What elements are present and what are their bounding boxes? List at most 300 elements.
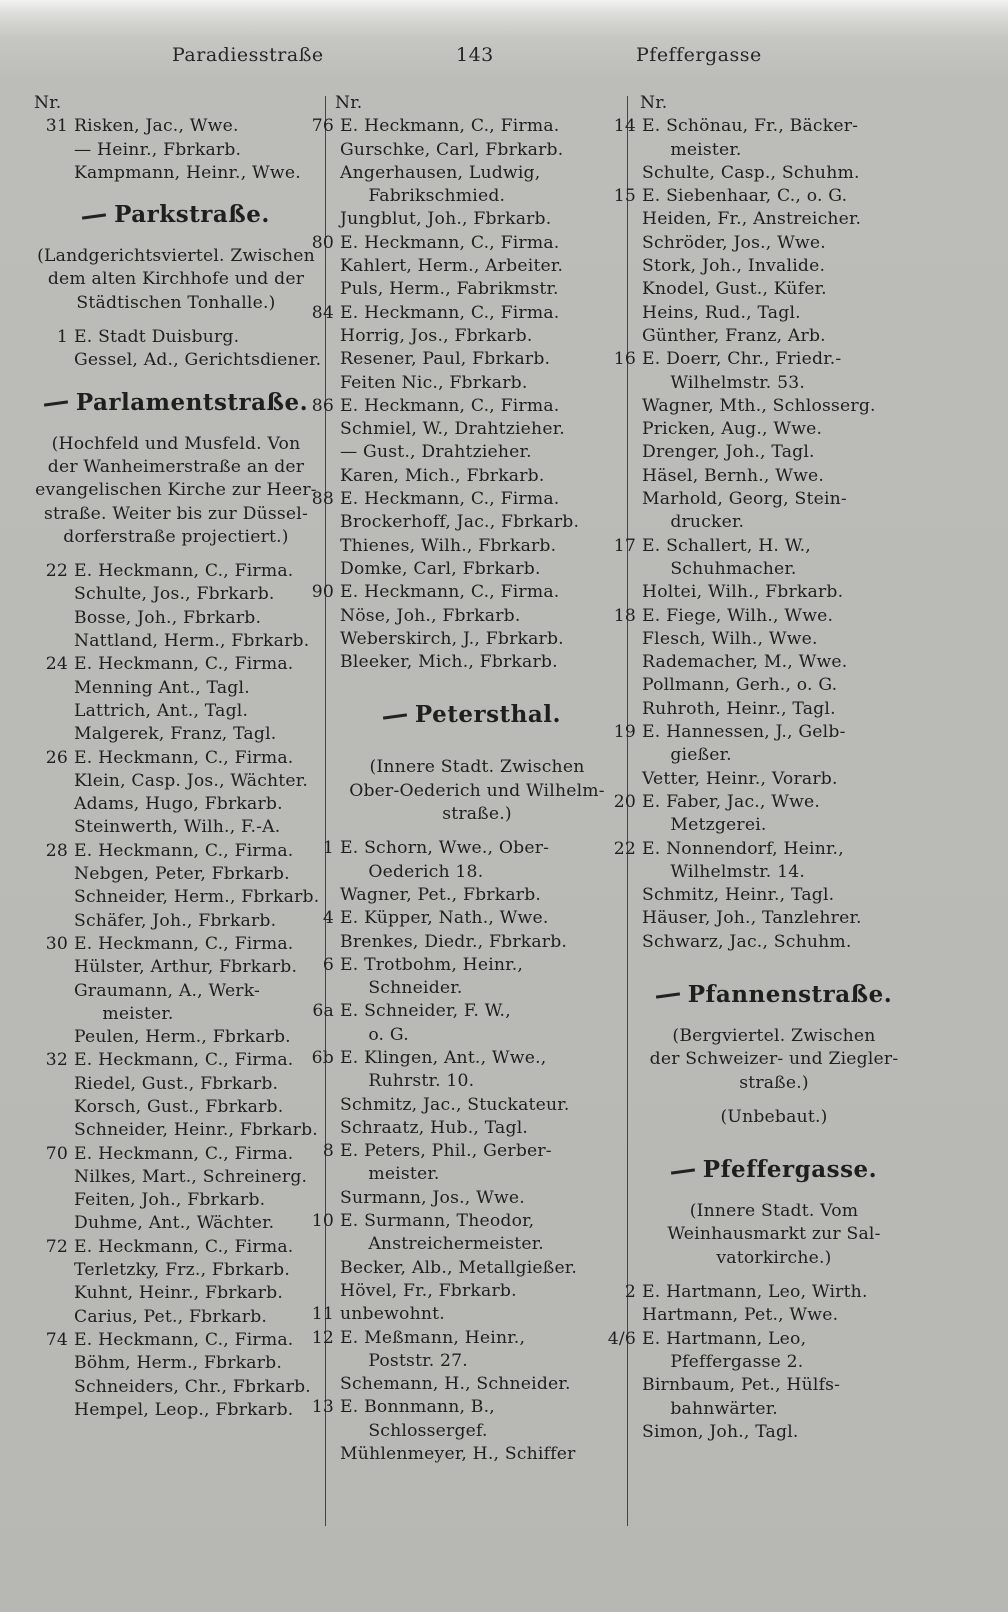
resident-text: Weberskirch, J., Fbrkarb. xyxy=(340,628,564,649)
section-description xyxy=(34,433,318,549)
directory-entry xyxy=(602,488,922,511)
directory-entry xyxy=(602,651,922,674)
resident-text: E. Heckmann, C., Firma. xyxy=(74,654,294,675)
resident-text: Simon, Joh., Tagl. xyxy=(642,1421,799,1442)
directory-entry xyxy=(34,1119,318,1142)
directory-entry xyxy=(602,465,922,488)
column-2 xyxy=(300,92,620,1466)
directory-entry xyxy=(602,605,922,628)
resident-text: Peulen, Herm., Fbrkarb. xyxy=(74,1027,291,1048)
house-number xyxy=(300,628,340,651)
house-number xyxy=(34,863,74,886)
resident-text: Hövel, Fr., Fbrkarb. xyxy=(340,1280,517,1301)
house-number xyxy=(34,1306,74,1329)
resident-text: Wagner, Pet., Fbrkarb. xyxy=(340,884,542,905)
directory-entry xyxy=(602,861,922,884)
description-line: Städtischen Tonhalle.) xyxy=(76,292,276,313)
section-title-pfannenstrasse: Pfannenstraße. xyxy=(602,965,922,1025)
house-number: 32 xyxy=(45,1050,68,1071)
house-number: 18 xyxy=(613,605,636,626)
resident-text: Bleeker, Mich., Fbrkarb. xyxy=(340,652,558,673)
house-number xyxy=(602,325,642,348)
directory-entry xyxy=(300,1024,620,1047)
directory-entry xyxy=(34,1259,318,1282)
house-number: 86 xyxy=(311,395,334,416)
resident-text: Carius, Pet., Fbrkarb. xyxy=(74,1306,268,1327)
resident-text: Angerhausen, Ludwig, xyxy=(340,162,541,183)
house-number xyxy=(34,162,74,185)
directory-entry xyxy=(300,1210,620,1233)
directory-entry xyxy=(300,441,620,464)
resident-text: Poststr. 27. xyxy=(340,1350,468,1371)
directory-entry xyxy=(602,744,922,767)
section-note: (Unbebaut.) xyxy=(720,1106,828,1127)
house-number: 16 xyxy=(613,349,636,370)
resident-text: Kampmann, Heinr., Wwe. xyxy=(74,162,301,183)
house-number xyxy=(300,605,340,628)
directory-entry xyxy=(34,326,318,349)
house-number xyxy=(34,1166,74,1189)
directory-entry xyxy=(34,840,318,863)
directory-entry xyxy=(300,1373,620,1396)
house-number: 19 xyxy=(613,722,636,743)
directory-entry xyxy=(602,255,922,278)
house-number xyxy=(34,1096,74,1119)
resident-text: Ruhroth, Heinr., Tagl. xyxy=(642,698,836,719)
directory-entry xyxy=(602,628,922,651)
resident-text: Kuhnt, Heinr., Fbrkarb. xyxy=(74,1283,284,1304)
resident-text: Schneiders, Chr., Fbrkarb. xyxy=(74,1376,311,1397)
resident-text: Drenger, Joh., Tagl. xyxy=(642,442,815,463)
directory-entry xyxy=(300,605,620,628)
directory-entry xyxy=(602,698,922,721)
house-number xyxy=(300,977,340,1000)
entry-list xyxy=(34,115,318,185)
house-number xyxy=(602,441,642,464)
resident-text: E. Heckmann, C., Firma. xyxy=(74,747,294,768)
resident-text: Graumann, A., Werk- xyxy=(74,980,261,1001)
house-number xyxy=(602,511,642,534)
description-line: Ober-Oederich und Wilhelm- xyxy=(349,780,605,801)
resident-text: Heins, Rud., Tagl. xyxy=(642,302,801,323)
house-number xyxy=(34,1119,74,1142)
directory-entry xyxy=(602,115,922,138)
resident-text: Nöse, Joh., Fbrkarb. xyxy=(340,605,521,626)
directory-entry xyxy=(300,1070,620,1093)
entry-list xyxy=(34,560,318,1422)
resident-text: Domke, Carl, Fbrkarb. xyxy=(340,558,541,579)
house-number xyxy=(34,677,74,700)
house-number: 6b xyxy=(311,1047,334,1068)
house-number xyxy=(602,698,642,721)
resident-text: E. Heckmann, C., Firma. xyxy=(340,302,560,323)
resident-text: E. Hartmann, Leo, xyxy=(642,1328,807,1349)
resident-text: Birnbaum, Pet., Hülfs- xyxy=(642,1375,841,1396)
house-number xyxy=(602,674,642,697)
resident-text: Jungblut, Joh., Fbrkarb. xyxy=(340,209,552,230)
directory-entry xyxy=(602,907,922,930)
resident-text: Risken, Jac., Wwe. xyxy=(74,116,239,137)
resident-text: Thienes, Wilh., Fbrkarb. xyxy=(340,535,557,556)
house-number xyxy=(602,139,642,162)
house-number xyxy=(300,348,340,371)
description-line: (Landgerichtsviertel. Zwischen xyxy=(37,246,315,267)
house-number xyxy=(602,232,642,255)
house-number xyxy=(602,907,642,930)
directory-entry xyxy=(34,607,318,630)
resident-text: Schraatz, Hub., Tagl. xyxy=(340,1117,529,1138)
house-number xyxy=(34,1189,74,1212)
resident-text: E. Schorn, Wwe., Ober- xyxy=(340,838,550,859)
house-number xyxy=(34,956,74,979)
entry-list xyxy=(34,326,322,373)
directory-entry xyxy=(34,1189,318,1212)
resident-text: Gessel, Ad., Gerichtsdiener. xyxy=(74,350,322,371)
house-number xyxy=(300,139,340,162)
resident-text: Brockerhoff, Jac., Fbrkarb. xyxy=(340,512,580,533)
house-number xyxy=(602,418,642,441)
directory-entry xyxy=(34,1329,318,1352)
resident-text: E. Trotbohm, Heinr., xyxy=(340,954,524,975)
house-number xyxy=(602,558,642,581)
resident-text: E. Schneider, F. W., xyxy=(340,1001,511,1022)
resident-text: E. Hartmann, Leo, Wirth. xyxy=(642,1282,868,1303)
resident-text: E. Heckmann, C., Firma. xyxy=(340,489,560,510)
house-number xyxy=(34,1259,74,1282)
house-number: 17 xyxy=(613,535,636,556)
directory-entry xyxy=(300,837,620,860)
house-number xyxy=(34,583,74,606)
house-number: 30 xyxy=(45,933,68,954)
house-number xyxy=(300,931,340,954)
house-number xyxy=(34,1073,74,1096)
resident-text: Stork, Joh., Invalide. xyxy=(642,256,826,277)
directory-entry xyxy=(300,977,620,1000)
resident-text: E. Siebenhaar, C., o. G. xyxy=(642,186,848,207)
description-line: (Innere Stadt. Vom xyxy=(689,1201,859,1222)
directory-entry xyxy=(34,1352,318,1375)
resident-text: Schmitz, Jac., Stuckateur. xyxy=(340,1094,570,1115)
directory-entry xyxy=(300,1000,620,1023)
directory-entry xyxy=(34,1282,318,1305)
resident-text: E. Klingen, Ant., Wwe., xyxy=(340,1047,547,1068)
resident-text: Schneider, Heinr., Fbrkarb. xyxy=(74,1120,318,1141)
resident-text: Terletzky, Frz., Fbrkarb. xyxy=(74,1260,290,1281)
directory-entry xyxy=(300,1280,620,1303)
house-number xyxy=(602,488,642,511)
section-description xyxy=(300,756,620,826)
directory-entry xyxy=(34,1212,318,1235)
resident-text: bahnwärter. xyxy=(642,1398,778,1419)
directory-entry xyxy=(34,910,318,933)
directory-entry xyxy=(602,558,922,581)
directory-entry xyxy=(300,302,620,325)
house-number xyxy=(602,768,642,791)
house-number xyxy=(300,1420,340,1443)
directory-entry xyxy=(300,208,620,231)
directory-entry xyxy=(300,372,620,395)
section-title-parkstrasse: Parkstraße. xyxy=(34,185,318,245)
resident-text: Oederich 18. xyxy=(340,861,484,882)
entry-list xyxy=(602,115,922,954)
nr-label: Nr. xyxy=(640,93,668,113)
house-number xyxy=(34,886,74,909)
resident-text: meister. xyxy=(340,1164,440,1185)
house-number xyxy=(602,931,642,954)
house-number xyxy=(300,651,340,674)
house-number: 28 xyxy=(45,840,68,861)
house-number xyxy=(300,185,340,208)
resident-text: E. Heckmann, C., Firma. xyxy=(74,1050,294,1071)
directory-entry xyxy=(602,208,922,231)
house-number xyxy=(34,700,74,723)
house-number xyxy=(602,162,642,185)
directory-entry xyxy=(602,791,922,814)
resident-text: E. Heckmann, C., Firma. xyxy=(340,116,560,137)
house-number xyxy=(602,465,642,488)
house-number: 2 xyxy=(624,1282,636,1303)
directory-entry xyxy=(300,1443,620,1466)
house-number xyxy=(602,372,642,395)
directory-entry xyxy=(34,747,318,770)
house-number xyxy=(34,793,74,816)
resident-text: Schwarz, Jac., Schuhm. xyxy=(642,931,852,952)
directory-entry xyxy=(300,558,620,581)
directory-entry xyxy=(300,1350,620,1373)
directory-entry xyxy=(602,1351,922,1374)
directory-entry xyxy=(34,1376,318,1399)
house-number: 1 xyxy=(322,838,334,859)
resident-text: E. Fiege, Wilh., Wwe. xyxy=(642,605,834,626)
house-number xyxy=(300,372,340,395)
house-number: 72 xyxy=(45,1236,68,1257)
directory-entry xyxy=(300,884,620,907)
resident-text: Malgerek, Franz, Tagl. xyxy=(74,724,277,745)
house-number xyxy=(300,1094,340,1117)
resident-text: Becker, Alb., Metallgießer. xyxy=(340,1257,578,1278)
directory-entry xyxy=(34,1096,318,1119)
dash-ornament xyxy=(82,213,106,219)
running-header-left: Paradiesstraße xyxy=(172,44,324,66)
directory-entry xyxy=(602,1398,922,1421)
description-line: straße. Weiter bis zur Düssel- xyxy=(43,503,308,524)
house-number xyxy=(602,814,642,837)
dash-ornament xyxy=(383,713,407,719)
house-number xyxy=(300,511,340,534)
resident-text: Schulte, Jos., Fbrkarb. xyxy=(74,584,275,605)
house-number xyxy=(34,1399,74,1422)
house-number xyxy=(300,535,340,558)
directory-entry xyxy=(602,395,922,418)
directory-entry xyxy=(602,721,922,744)
directory-entry xyxy=(602,931,922,954)
house-number xyxy=(300,1233,340,1256)
house-number xyxy=(34,1026,74,1049)
section-title-petersthal: Petersthal. xyxy=(300,685,620,745)
resident-text: Metzgerei. xyxy=(642,815,767,836)
directory-entry xyxy=(34,1026,318,1049)
entry-list xyxy=(300,837,620,1466)
house-number xyxy=(34,1212,74,1235)
directory-entry xyxy=(602,1304,922,1327)
directory-entry xyxy=(300,139,620,162)
directory-entry xyxy=(300,465,620,488)
house-number xyxy=(300,861,340,884)
resident-text: gießer. xyxy=(642,745,732,766)
resident-text: — Gust., Drahtzieher. xyxy=(340,442,532,463)
resident-text: E. Heckmann, C., Firma. xyxy=(340,582,560,603)
directory-entry xyxy=(602,838,922,861)
directory-entry xyxy=(34,115,318,138)
resident-text: Feiten, Joh., Fbrkarb. xyxy=(74,1190,266,1211)
resident-text: Rademacher, M., Wwe. xyxy=(642,652,848,673)
directory-entry xyxy=(34,1166,318,1189)
directory-entry xyxy=(34,1073,318,1096)
house-number xyxy=(300,1257,340,1280)
directory-entry xyxy=(34,933,318,956)
house-number xyxy=(34,723,74,746)
resident-text: Gurschke, Carl, Fbrkarb. xyxy=(340,139,564,160)
house-number xyxy=(300,1280,340,1303)
directory-entry xyxy=(602,1421,922,1444)
house-number xyxy=(300,1187,340,1210)
house-number: 90 xyxy=(311,582,334,603)
house-number xyxy=(34,139,74,162)
resident-text: E. Heckmann, C., Firma. xyxy=(74,1329,294,1350)
resident-text: Hartmann, Pet., Wwe. xyxy=(642,1305,839,1326)
house-number xyxy=(34,1282,74,1305)
directory-entry xyxy=(602,814,922,837)
resident-text: Steinwerth, Wilh., F.-A. xyxy=(74,817,281,838)
section-title-parlamentstrasse: Parlamentstraße. xyxy=(34,373,318,433)
resident-text: E. Heckmann, C., Firma. xyxy=(74,1236,294,1257)
house-number: 20 xyxy=(613,791,636,812)
running-header-right: Pfeffergasse xyxy=(636,44,762,66)
directory-entry xyxy=(602,348,922,371)
column-3 xyxy=(602,92,922,1444)
house-number: 13 xyxy=(311,1397,334,1418)
section-description xyxy=(34,245,318,315)
directory-entry xyxy=(300,931,620,954)
directory-entry xyxy=(34,700,318,723)
directory-entry xyxy=(300,1257,620,1280)
resident-text: Schuhmacher. xyxy=(642,558,797,579)
directory-entry xyxy=(602,139,922,162)
directory-entry xyxy=(602,674,922,697)
directory-entry xyxy=(602,162,922,185)
directory-entry xyxy=(300,628,620,651)
resident-text: E. Peters, Phil., Gerber- xyxy=(340,1141,552,1162)
house-number xyxy=(34,770,74,793)
house-number xyxy=(602,395,642,418)
description-line: (Bergviertel. Zwischen xyxy=(672,1025,876,1046)
house-number xyxy=(300,208,340,231)
directory-entry xyxy=(300,581,620,604)
house-number xyxy=(34,1003,74,1026)
directory-entry xyxy=(34,1049,318,1072)
directory-entry xyxy=(34,630,318,653)
dash-ornament xyxy=(656,993,680,999)
resident-text: Häuser, Joh., Tanzlehrer. xyxy=(642,908,862,929)
description-line: (Innere Stadt. Zwischen xyxy=(369,757,585,778)
directory-entry xyxy=(34,653,318,676)
resident-text: Nebgen, Peter, Fbrkarb. xyxy=(74,864,290,885)
house-number xyxy=(34,607,74,630)
house-number xyxy=(602,628,642,651)
house-number xyxy=(300,255,340,278)
house-number: 22 xyxy=(613,838,636,859)
directory-entry xyxy=(300,954,620,977)
directory-entry xyxy=(300,1047,620,1070)
directory-entry xyxy=(602,1328,922,1351)
house-number xyxy=(602,1304,642,1327)
description-line: evangelischen Kirche zur Heer- xyxy=(35,480,317,501)
resident-text: Menning Ant., Tagl. xyxy=(74,677,250,698)
entry-list xyxy=(602,1281,922,1444)
directory-entry xyxy=(300,162,620,185)
directory-entry xyxy=(602,768,922,791)
house-number xyxy=(602,208,642,231)
description-line: straße.) xyxy=(739,1072,809,1093)
house-number: 76 xyxy=(311,116,334,137)
house-number xyxy=(602,1351,642,1374)
resident-text: Knodel, Gust., Küfer. xyxy=(642,279,827,300)
resident-text: Kahlert, Herm., Arbeiter. xyxy=(340,256,564,277)
house-number xyxy=(300,1163,340,1186)
section-title-pfeffergasse: Pfeffergasse. xyxy=(602,1140,922,1200)
directory-entry xyxy=(34,677,318,700)
house-number: 88 xyxy=(311,489,334,510)
resident-text: Korsch, Gust., Fbrkarb. xyxy=(74,1096,284,1117)
house-number xyxy=(602,744,642,767)
resident-text: Nilkes, Mart., Schreinerg. xyxy=(74,1166,308,1187)
directory-entry xyxy=(34,1143,318,1166)
house-number xyxy=(34,630,74,653)
resident-text: Schlossergef. xyxy=(340,1420,488,1441)
resident-text: o. G. xyxy=(340,1024,409,1045)
directory-entry xyxy=(602,581,922,604)
nr-label: Nr. xyxy=(34,93,62,113)
directory-entry xyxy=(300,185,620,208)
house-number xyxy=(602,861,642,884)
house-number: 74 xyxy=(45,1329,68,1350)
resident-text: E. Heckmann, C., Firma. xyxy=(74,1143,294,1164)
directory-entry xyxy=(602,1281,922,1304)
house-number xyxy=(300,884,340,907)
directory-entry xyxy=(300,1233,620,1256)
resident-text: Hülster, Arthur, Fbrkarb. xyxy=(74,957,298,978)
house-number xyxy=(300,558,340,581)
directory-entry xyxy=(34,723,318,746)
house-number xyxy=(300,1443,340,1466)
house-number xyxy=(602,302,642,325)
directory-entry xyxy=(34,980,318,1003)
resident-text: Ruhrstr. 10. xyxy=(340,1071,475,1092)
resident-text: Mühlenmeyer, H., Schiffer xyxy=(340,1444,576,1465)
house-number xyxy=(602,884,642,907)
resident-text: Heiden, Fr., Anstreicher. xyxy=(642,209,862,230)
directory-entry xyxy=(300,395,620,418)
resident-text: Duhme, Ant., Wächter. xyxy=(74,1213,275,1234)
house-number: 14 xyxy=(613,116,636,137)
resident-text: Adams, Hugo, Fbrkarb. xyxy=(74,794,283,815)
directory-entry xyxy=(300,1094,620,1117)
directory-entry xyxy=(34,349,322,372)
resident-text: Bosse, Joh., Fbrkarb. xyxy=(74,607,262,628)
house-number xyxy=(34,349,74,372)
resident-text: E. Schönau, Fr., Bäcker- xyxy=(642,116,859,137)
directory-entry xyxy=(300,1396,620,1419)
